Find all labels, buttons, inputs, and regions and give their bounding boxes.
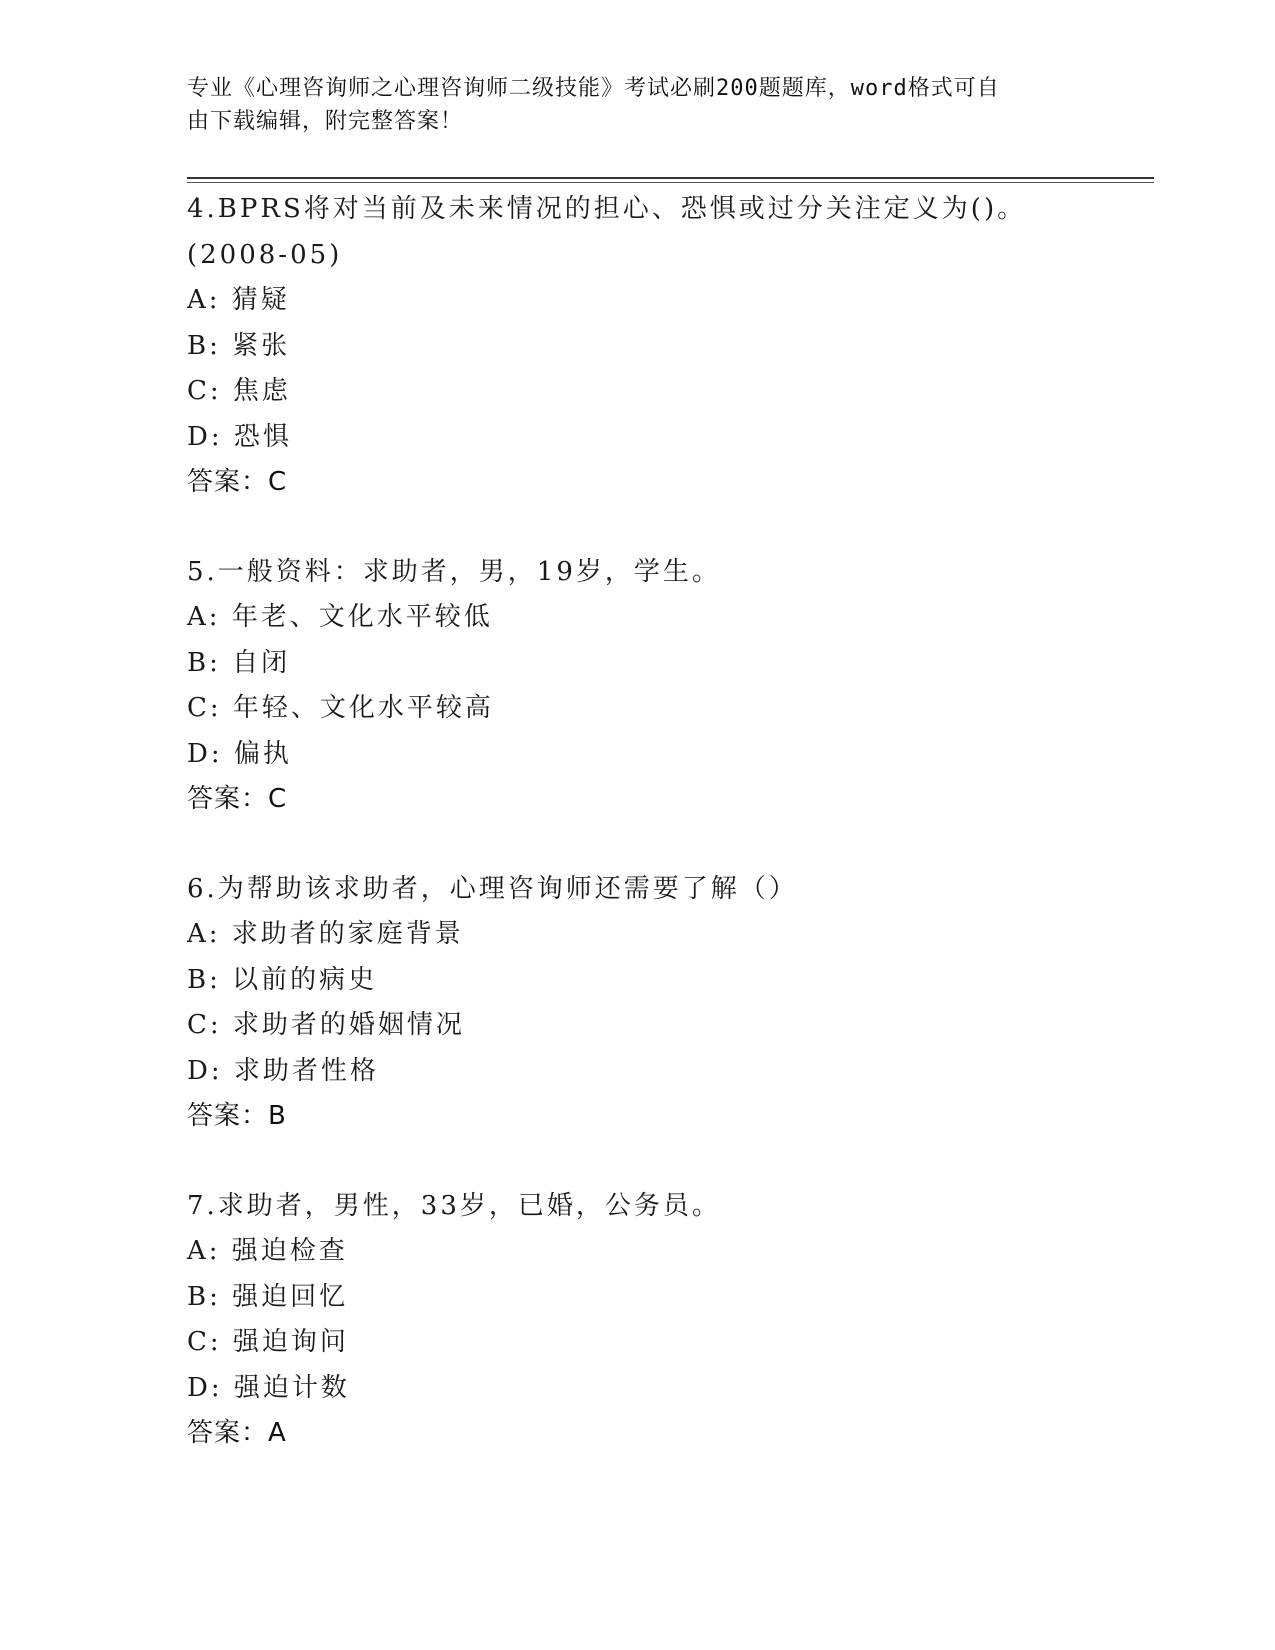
question-5 [187, 550, 1147, 823]
option-d: D: 求助者性格 [187, 1055, 379, 1086]
question-stem-date: (2008-05) [187, 239, 343, 270]
option-c: C: 求助者的婚姻情况 [187, 1010, 465, 1040]
answer-line: 答案：C [187, 467, 288, 497]
option-a: A: 年老、文化水平较低 [187, 602, 493, 632]
option-a: A: 求助者的家庭背景 [187, 919, 464, 949]
question-7 [187, 1184, 1147, 1457]
question-4 [187, 187, 1147, 506]
question-list [187, 187, 1147, 1501]
question-6 [187, 867, 1147, 1140]
answer-line: 答案：B [187, 1101, 287, 1131]
question-stem: 6.为帮助该求助者，心理咨询师还需要了解（） [187, 873, 798, 904]
option-d: D: 恐惧 [187, 421, 292, 452]
header-divider-thin [187, 182, 1154, 183]
option-b: B: 以前的病史 [187, 964, 378, 995]
answer-line: 答案：A [187, 1418, 287, 1448]
question-stem: 5.一般资料：求助者，男，19岁，学生。 [187, 556, 721, 587]
option-c: C: 年轻、文化水平较高 [187, 693, 494, 723]
option-c: C: 强迫询问 [187, 1327, 349, 1357]
option-d: D: 偏执 [187, 738, 292, 769]
intro-line: 专业《心理咨询师之心理咨询师二级技能》考试必刷200题题库，word格式可自 [187, 76, 1000, 101]
option-b: B: 强迫回忆 [187, 1281, 349, 1312]
option-c: C: 焦虑 [187, 376, 291, 406]
answer-line: 答案：C [187, 784, 288, 814]
document-intro [187, 72, 1087, 138]
question-stem: 7.求助者，男性，33岁，已婚，公务员。 [187, 1190, 721, 1221]
header-divider [187, 177, 1154, 179]
option-a: A: 强迫检查 [187, 1236, 348, 1266]
option-b: B: 紧张 [187, 330, 291, 361]
option-d: D: 强迫计数 [187, 1372, 350, 1403]
option-a: A: 猜疑 [187, 285, 290, 315]
question-stem: 4.BPRS将对当前及未来情况的担心、恐惧或过分关注定义为()。 [187, 194, 1027, 224]
intro-line: 由下载编辑，附完整答案！ [187, 109, 464, 134]
option-b: B: 自闭 [187, 647, 291, 678]
